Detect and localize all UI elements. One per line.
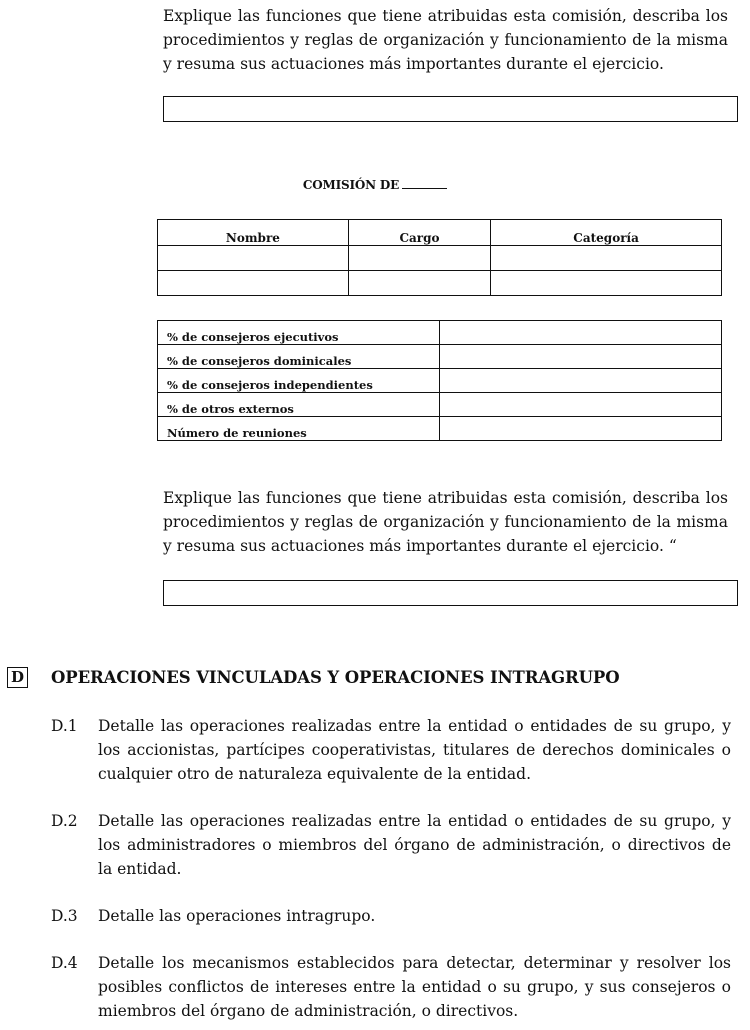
column-header-categoria: Categoría bbox=[491, 220, 722, 246]
table-row bbox=[158, 271, 722, 296]
item-text: Detalle los mecanismos establecidos para detectar, determinar y resolver los posibles conflictos de intereses entre la entidad o su grupo, y sus consejeros o miembros del órgano de administración, o directivos. bbox=[98, 954, 731, 1020]
commission-title-text: COMISIÓN DE bbox=[302, 178, 400, 192]
row-label: % de consejeros ejecutivos bbox=[158, 321, 440, 345]
row-value[interactable] bbox=[440, 393, 722, 417]
table-row bbox=[158, 369, 722, 393]
table-row bbox=[158, 393, 722, 417]
list-item bbox=[51, 904, 731, 928]
item-text: Detalle las operaciones intragrupo. bbox=[98, 907, 376, 925]
item-number: D.4 bbox=[51, 954, 78, 972]
item-number: D.2 bbox=[51, 812, 78, 830]
row-label: % de consejeros dominicales bbox=[158, 345, 440, 369]
table-row bbox=[158, 246, 722, 271]
row-value[interactable] bbox=[440, 345, 722, 369]
table-cell[interactable] bbox=[158, 246, 349, 271]
members-table-header bbox=[158, 220, 722, 246]
column-header-nombre: Nombre bbox=[158, 220, 349, 246]
row-value[interactable] bbox=[440, 369, 722, 393]
table-cell[interactable] bbox=[491, 246, 722, 271]
row-value[interactable] bbox=[440, 417, 722, 441]
answer-field[interactable] bbox=[163, 96, 738, 122]
list-item bbox=[51, 809, 731, 881]
row-label: Número de reuniones bbox=[158, 417, 440, 441]
table-row bbox=[158, 345, 722, 369]
section-letter-badge: D bbox=[7, 667, 28, 688]
list-item bbox=[51, 951, 731, 1023]
item-text: Detalle las operaciones realizadas entre la entidad o entidades de su grupo, y los accionistas, partícipes cooperativistas, titulares de derechos dominicales o cualquier otro de naturaleza equivalente de la entidad. bbox=[98, 717, 731, 783]
row-value[interactable] bbox=[440, 321, 722, 345]
members-table bbox=[157, 219, 722, 296]
item-number: D.1 bbox=[51, 717, 78, 735]
table-cell[interactable] bbox=[348, 246, 490, 271]
table-row bbox=[158, 417, 722, 441]
table-cell[interactable] bbox=[348, 271, 490, 296]
column-header-cargo: Cargo bbox=[348, 220, 490, 246]
list-item bbox=[51, 714, 731, 786]
row-label: % de otros externos bbox=[158, 393, 440, 417]
table-row bbox=[158, 321, 722, 345]
item-text: Detalle las operaciones realizadas entre la entidad o entidades de su grupo, y los administradores o miembros del órgano de administración, o directivos de la entidad. bbox=[98, 812, 731, 878]
commission-title bbox=[0, 178, 750, 192]
composition-table bbox=[157, 320, 722, 441]
item-number: D.3 bbox=[51, 907, 78, 925]
answer-field[interactable] bbox=[163, 580, 738, 606]
commission-functions-paragraph: Explique las funciones que tiene atribuidas esta comisión, describa los procedimientos y reglas de organización y funcionamiento de la misma y resuma sus actuaciones más importantes durante el ejercicio. bbox=[163, 7, 728, 73]
commission-functions-paragraph: Explique las funciones que tiene atribuidas esta comisión, describa los procedimientos y reglas de organización y funcionamiento de la misma y resuma sus actuaciones más importantes durante el ejercicio. “ bbox=[163, 489, 728, 555]
commission-name-blank[interactable] bbox=[402, 178, 447, 189]
table-cell[interactable] bbox=[158, 271, 349, 296]
section-title: OPERACIONES VINCULADAS Y OPERACIONES INTRAGRUPO bbox=[51, 668, 620, 687]
row-label: % de consejeros independientes bbox=[158, 369, 440, 393]
table-cell[interactable] bbox=[491, 271, 722, 296]
